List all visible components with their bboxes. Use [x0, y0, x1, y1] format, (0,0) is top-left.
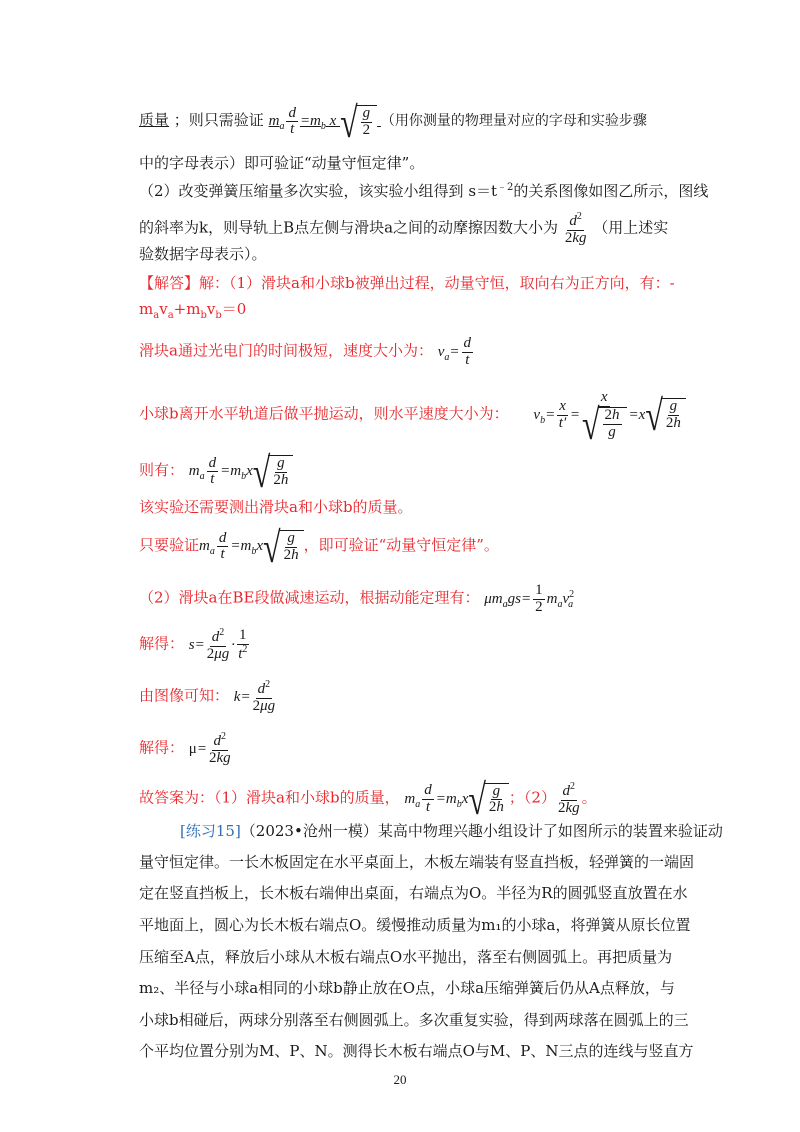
superscript: ﹣2: [497, 182, 514, 193]
text: ＝0: [221, 300, 247, 318]
answer-line-12: [139, 774, 597, 824]
text: 解得：: [139, 738, 185, 757]
exercise-tag: [练习15]: [180, 822, 241, 840]
text: （用上述实: [593, 218, 669, 237]
answer-line-10: [139, 680, 277, 715]
answer-line-2: $m_av_a+m_bv_b=0$: [139, 300, 247, 321]
answer-line-5: [139, 447, 293, 497]
text: 的斜率为k，则导轨上B点左侧与滑块a之间的动摩擦因数大小为: [139, 218, 559, 237]
text: ，即可验证“动量守恒定律”。: [303, 536, 499, 555]
text: m: [139, 300, 154, 318]
answer-line-8: [139, 583, 573, 616]
formula-vb: $v_b=$ $\frac{x}{t'}$ = x √ 2h g =x √ g 2h: [533, 407, 686, 423]
text: 由图像可知：: [139, 686, 230, 705]
answer-line-6: 该实验还需要测出滑块a和小球b的质量。: [139, 498, 413, 516]
question-line-1: [139, 97, 647, 147]
question-part2-line-2: [139, 212, 668, 247]
text: 故答案为：（1）滑块a和小球b的质量，: [139, 788, 400, 807]
text: （2023•沧州一模）某高中物理兴趣小组设计了如图所示的装置来验证动: [240, 822, 723, 840]
exercise-line-1: [180, 820, 723, 842]
text: 则有：: [139, 461, 185, 480]
exercise-line-6: m₂、半径与小球a相同的小球b静止放在O点，小球a压缩弹簧后仍从A点释放，与: [139, 979, 675, 997]
text: 解得：: [139, 634, 185, 653]
answer-line-11: [139, 732, 233, 767]
exercise-line-7: 小球b相碰后，两球分别落至右侧圆弧上。多次重复实验，得到两球落在圆弧上的三: [139, 1011, 689, 1029]
answer-tag: 【解答】: [139, 274, 200, 292]
text: v: [159, 300, 168, 318]
exercise-line-5: 压缩至A点，释放后小球从木板右端点O水平抛出，落至右侧圆弧上。再把质量为: [139, 948, 673, 966]
formula-mu: μ= $\frac{d^2}{2kg}$: [188, 731, 231, 766]
text: 的关系图像如图乙所示，图线: [513, 182, 709, 200]
text: ；（2）: [508, 788, 556, 807]
text: +m: [173, 300, 201, 318]
formula-final-1: $m_a$ $\frac{d}{t}$ $=m_bx$ √ g 2h: [404, 791, 509, 807]
text: ；则只需验证: [173, 111, 264, 130]
text: （2）滑块a在BE段做减速运动，根据动能定理有：: [139, 588, 480, 607]
formula-verify: $m_a$ $\frac{d}{t}$ $=m_bx$ √ g 2h: [199, 538, 304, 554]
text: 解：（1）滑块a和小球b被弹出过程，动量守恒，取向右为正方向，有：-: [199, 274, 675, 292]
formula-s: s= $\frac{d^2}{2\mu g}$ · $\frac{1}{t^2}$: [188, 627, 248, 662]
answer-line-1: [139, 272, 675, 294]
text: （2）改变弹簧压缩量多次实验，该实验小组得到 s＝t: [139, 182, 498, 200]
answer-line-9: [139, 628, 251, 663]
formula-va: $v_a=$ $\frac{d}{t}$: [437, 335, 472, 368]
exercise-line-3: 定在竖直挡板上，长木板右端伸出桌面，右端点为O。半径为R的圆弧竖直放置在水: [139, 884, 688, 902]
text: 滑块a通过光电门的时间极短，速度大小为：: [139, 341, 433, 360]
formula-k: k= $\frac{d^2}{2\mu g}$: [233, 679, 276, 714]
answer-blank-mass: 质量: [139, 111, 170, 130]
question-part2-line-3: 验数据字母表示）。: [139, 245, 267, 263]
text: v: [206, 300, 216, 318]
text: 。: [581, 788, 597, 807]
formula-final-2: $\frac{d^2}{2kg}$: [557, 781, 580, 816]
page-number: 20: [393, 1072, 407, 1087]
text: （用你测量的物理量对应的字母和实验步骤: [380, 113, 647, 130]
formula-blank-mu: $\frac{d^2}{2kg}$: [564, 211, 587, 246]
formula-energy: $\mu m_ags=$ $\frac{1}{2}$ $m_av^2_a$: [484, 582, 575, 615]
answer-line-3: [139, 336, 475, 369]
answer-line-4: [139, 389, 686, 448]
exercise-line-8: 个平均位置分别为M、P、N。测得长木板右端点O与M、P、N三点的连线与竖直方: [139, 1042, 694, 1060]
text: 小球b离开水平轨道后做平抛运动，则水平速度大小为：: [139, 404, 509, 423]
text: 只要验证: [139, 536, 200, 555]
question-line-2: 中的字母表示）即可验证“动量守恒定律”。: [139, 154, 425, 172]
question-part2-line-1: [139, 177, 708, 202]
exercise-line-4: 平地面上，圆心为长木板右端点O。缓慢推动质量为m₁的小球a，将弹簧从原长位置: [139, 916, 691, 934]
exercise-line-2: 量守恒定律。一长木板固定在水平桌面上，木板左端装有竖直挡板，轻弹簧的一端固: [139, 853, 695, 871]
answer-line-7: [139, 522, 499, 572]
formula-momentum: $m_a$ $\frac{d}{t}$ $=m_bx$ √ g 2h: [189, 463, 294, 479]
formula-blank: $m_a$ $\frac{d}{t}$ $=m_b$ x √ g 2: [269, 113, 381, 129]
